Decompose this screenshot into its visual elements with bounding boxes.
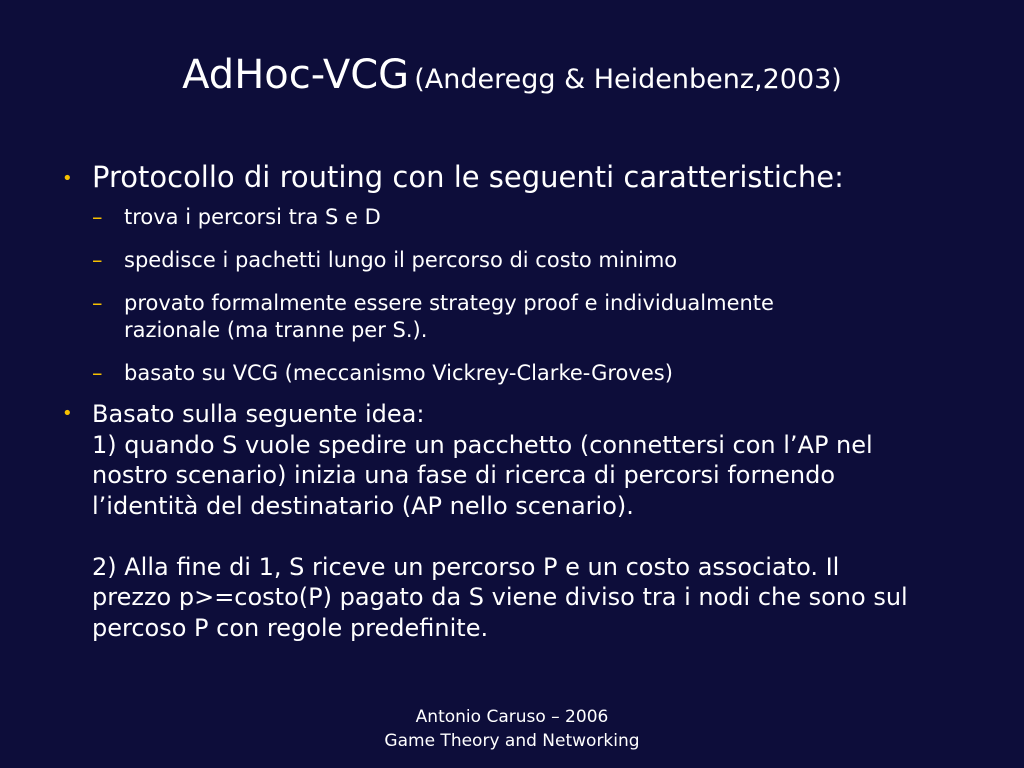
idea-step1-line2: nostro scenario) inizia una fase di ricerca di percorsi fornendo xyxy=(92,461,836,489)
list-item-text: basato su VCG (meccanismo Vickrey-Clarke-Groves) xyxy=(124,361,673,385)
characteristics-list xyxy=(62,204,982,387)
bullet-dot-icon: • xyxy=(62,403,73,424)
idea-step2-line2: prezzo p>=costo(P) pagato da S viene diviso tra i nodi che sono sul xyxy=(92,583,908,611)
dash-icon: – xyxy=(92,291,103,315)
bullet-text: Protocollo di routing con le seguenti caratteristiche: xyxy=(92,160,844,194)
title-citation: (Anderegg & Heidenbenz,2003) xyxy=(414,64,842,95)
footer-author: Antonio Caruso – 2006 xyxy=(415,707,609,727)
list-item xyxy=(62,290,982,344)
dash-icon: – xyxy=(92,361,103,385)
slide-content xyxy=(62,158,982,643)
slide-title xyxy=(0,52,1024,98)
list-item-text: spedisce i pachetti lungo il percorso di costo minimo xyxy=(124,248,678,272)
list-item xyxy=(62,204,982,231)
bullet-idea xyxy=(62,399,982,643)
list-item-text-line2: razionale (ma tranne per S.). xyxy=(124,318,428,342)
title-main: AdHoc-VCG xyxy=(182,52,410,98)
idea-step1-line1: 1) quando S vuole spedire un pacchetto (connettersi con l’AP nel xyxy=(92,430,873,459)
idea-step2-line1: 2) Alla fine di 1, S riceve un percorso P e un costo associato. Il xyxy=(92,552,840,581)
bullet-dot-icon: • xyxy=(62,168,73,189)
footer-course: Game Theory and Networking xyxy=(384,731,640,751)
dash-icon: – xyxy=(92,248,103,272)
dash-icon: – xyxy=(92,205,103,229)
idea-step2-line3: percoso P con regole predefinite. xyxy=(92,613,489,642)
idea-step1-line3: l’identità del destinatario (AP nello scenario). xyxy=(92,491,634,520)
paragraph-gap xyxy=(92,521,982,552)
list-item xyxy=(62,360,982,387)
list-item xyxy=(62,247,982,274)
list-item-text-line1: provato formalmente essere strategy proof e individualmente xyxy=(124,291,774,315)
bullet-routing-protocol xyxy=(62,158,982,196)
list-item-text: trova i percorsi tra S e D xyxy=(124,205,381,229)
slide-footer xyxy=(0,705,1024,753)
idea-heading: Basato sulla seguente idea: xyxy=(92,400,425,428)
